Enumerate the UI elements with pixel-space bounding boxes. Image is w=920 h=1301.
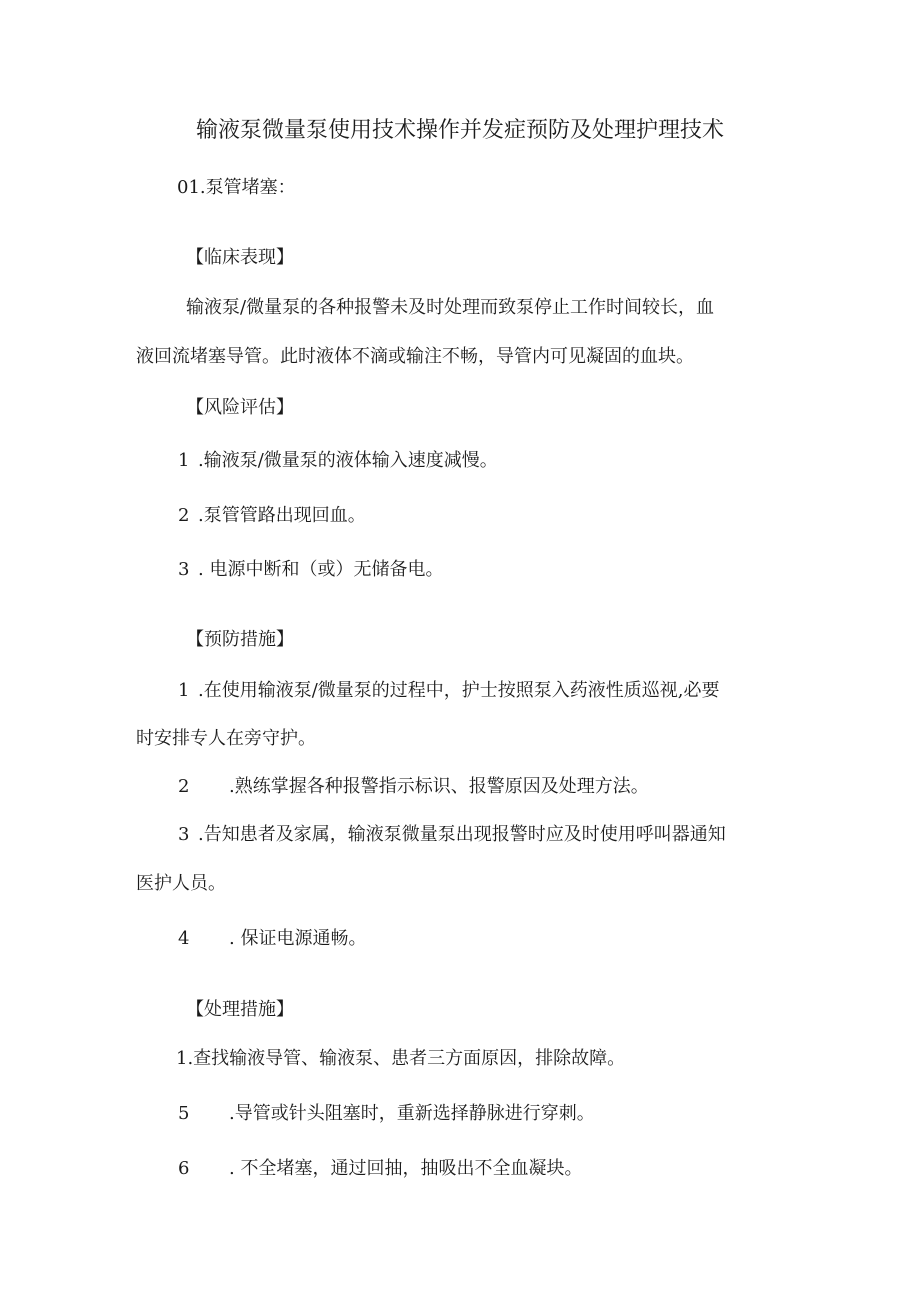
risk-item-1-text: .输液泵/微量泵的液体输入速度减慢。: [198, 450, 498, 471]
risk-item-3: [178, 558, 443, 582]
treatment-item-5-text: .导管或针头阻塞时，重新选择静脉进行穿刺。: [229, 1103, 595, 1124]
treatment-item-1-num: 1: [176, 1048, 188, 1069]
prevention-item-2-text: .熟练掌握各种报警指示标识、报警原因及处理方法。: [229, 776, 649, 797]
clinical-para-line1: 输液泵/微量泵的各种报警未及时处理而致泵停止工作时间较长，血: [186, 297, 715, 318]
prevention-item-3: [178, 823, 726, 847]
treatment-item-1-text: .查找输液导管、输液泵、患者三方面原因，排除故障。: [187, 1048, 626, 1069]
prevention-item-1-text: .在使用输液泵/微量泵的过程中，护士按照泵入药液性质巡视,必要: [198, 680, 720, 701]
treatment-item-6-num: 6: [178, 1158, 190, 1179]
prevention-item-1: [178, 679, 720, 703]
treatment-item-6-text: . 不全堵塞，通过回抽，抽吸出不全血凝块。: [229, 1158, 583, 1179]
risk-item-2: [178, 504, 366, 528]
prevention-item-2: [178, 775, 649, 799]
prevention-item-4-num: 4: [178, 928, 190, 949]
prevention-item-3-cont: 医护人员。: [136, 873, 226, 894]
treatment-item-5: [178, 1102, 595, 1126]
risk-item-1: [178, 449, 498, 473]
risk-item-3-num: 3: [178, 559, 190, 580]
clinical-heading: 【临床表现】: [186, 247, 294, 268]
prevention-heading: 【预防措施】: [186, 629, 294, 650]
prevention-item-3-text: .告知患者及家属，输液泵微量泵出现报警时应及时使用呼叫器通知: [198, 824, 726, 845]
risk-item-1-num: 1: [178, 450, 190, 471]
prevention-item-4-text: . 保证电源通畅。: [229, 928, 367, 949]
risk-item-3-text: . 电源中断和（或）无储备电。: [198, 559, 444, 580]
treatment-heading: 【处理措施】: [186, 999, 294, 1020]
treatment-item-5-num: 5: [178, 1103, 190, 1124]
treatment-item-1: [176, 1047, 625, 1071]
treatment-item-6: [178, 1157, 582, 1181]
prevention-item-1-cont: 时安排专人在旁守护。: [136, 728, 316, 749]
prevention-item-1-num: 1: [178, 680, 190, 701]
prevention-item-3-num: 3: [178, 824, 190, 845]
prevention-item-4: [178, 927, 366, 951]
clinical-para-line2: 液回流堵塞导管。此时液体不滴或输注不畅，导管内可见凝固的血块。: [136, 346, 694, 367]
risk-heading: 【风险评估】: [186, 397, 294, 418]
risk-item-2-text: .泵管管路出现回血。: [198, 505, 366, 526]
document-title: 输液泵微量泵使用技术操作并发症预防及处理护理技术: [195, 118, 724, 143]
risk-item-2-num: 2: [178, 505, 190, 526]
prevention-item-2-num: 2: [178, 776, 190, 797]
section-heading: 01.泵管堵塞：: [177, 177, 296, 198]
